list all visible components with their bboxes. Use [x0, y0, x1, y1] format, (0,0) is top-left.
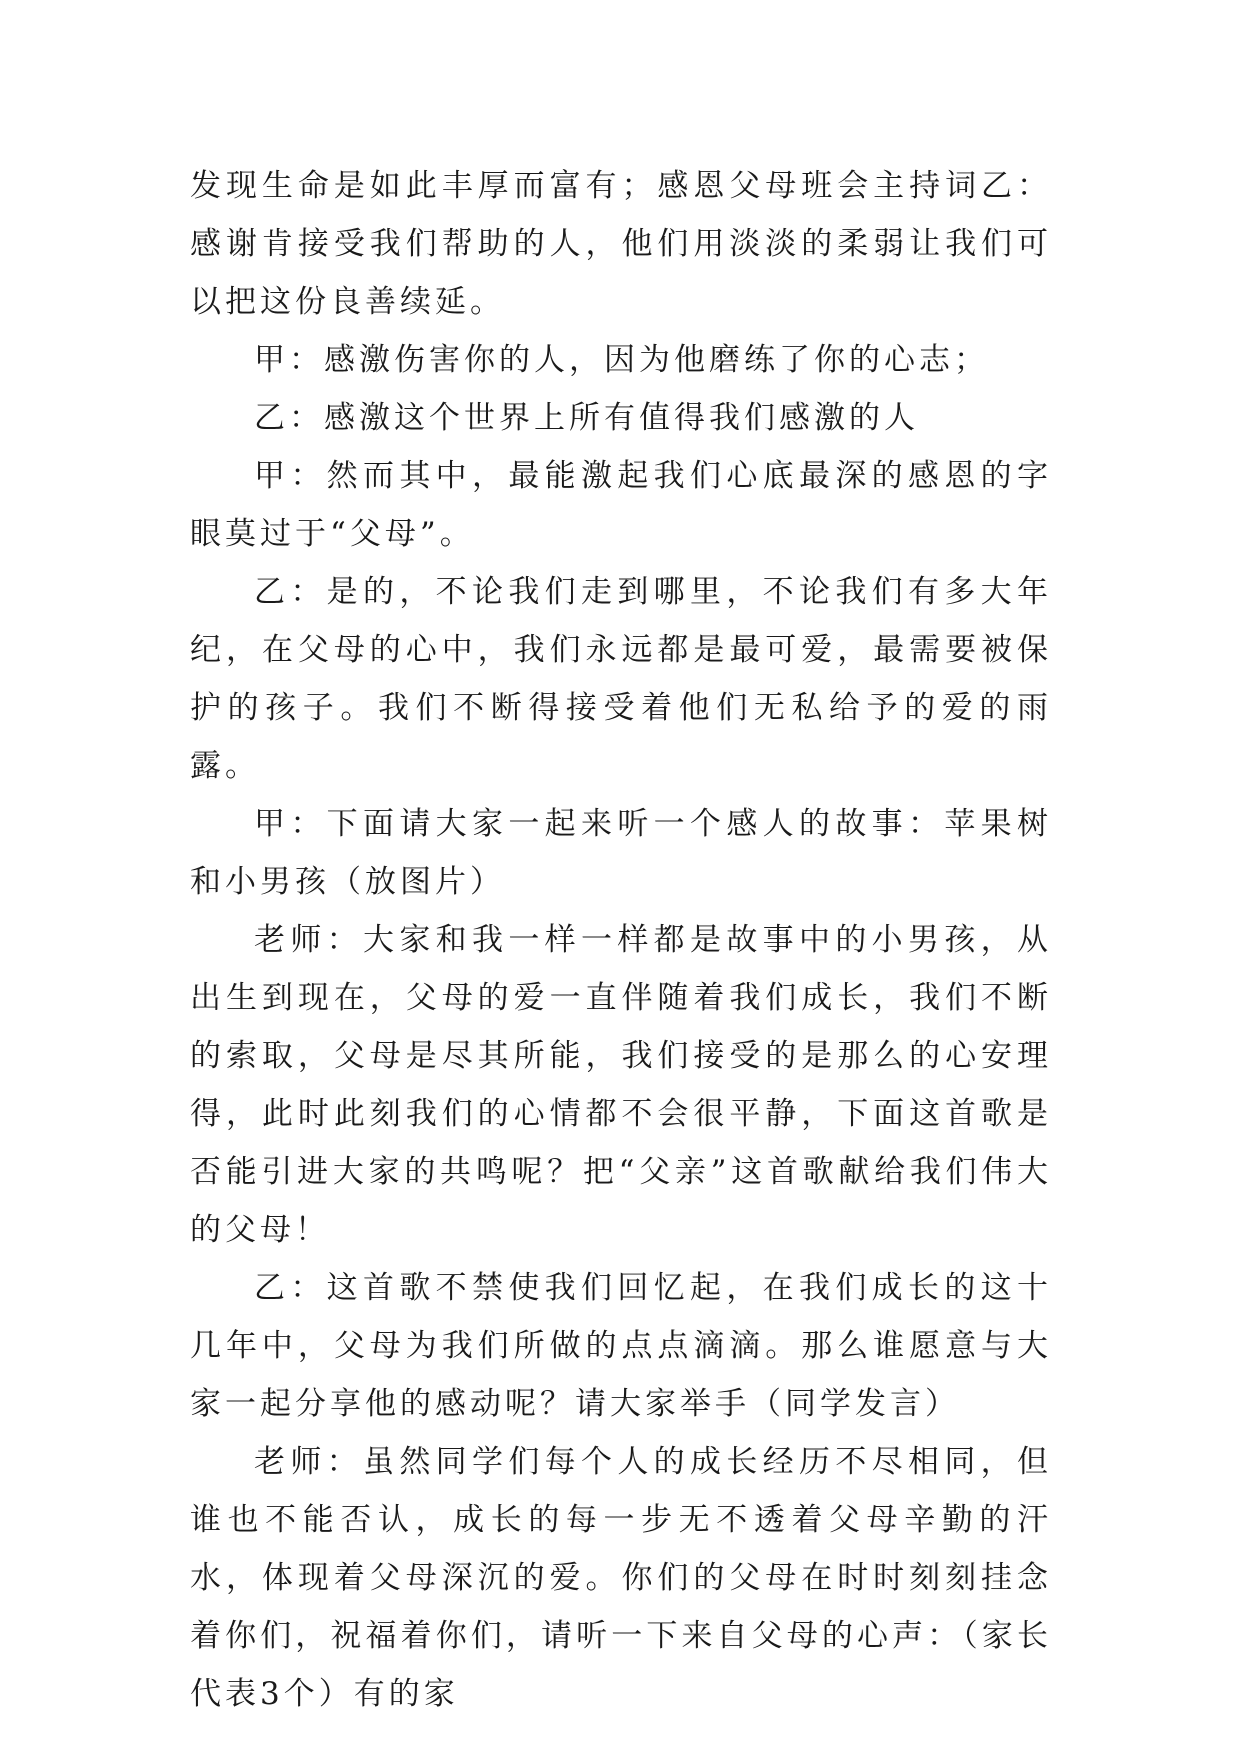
- paragraph-jia-line-2: 甲：然而其中，最能激起我们心底最深的感恩的字眼莫过于“父母”。: [190, 458, 1052, 552]
- paragraph-teacher-line-2: 老师：虽然同学们每个人的成长经历不尽相同，但谁也不能否认，成长的每一步无不透着父母辛勤的汗水，体现着父母深沉的爱。你们的父母在时时刻刻挂念着你们，祝福着你们，请听一下来自父母的心声：（家长代表3个）有的家: [190, 1444, 1052, 1712]
- paragraph-yi-line-2: 乙：是的，不论我们走到哪里，不论我们有多大年纪，在父母的心中，我们永远都是最可爱，最需要被保护的孩子。我们不断得接受着他们无私给予的爱的雨露。: [190, 574, 1052, 784]
- paragraph-yi-line-3: 乙：这首歌不禁使我们回忆起，在我们成长的这十几年中，父母为我们所做的点点滴滴。那么谁愿意与大家一起分享他的感动呢？请大家举手（同学发言）: [190, 1270, 1052, 1422]
- paragraph-yi-line-1: 乙：感激这个世界上所有值得我们感激的人: [254, 400, 919, 436]
- paragraph-jia-line-1: 甲：感激伤害你的人，因为他磨练了你的心志；: [254, 342, 989, 378]
- paragraph-jia-line-3: 甲：下面请大家一起来听一个感人的故事：苹果树和小男孩（放图片）: [190, 806, 1052, 900]
- paragraph-teacher-line-1: 老师：大家和我一样一样都是故事中的小男孩，从出生到现在，父母的爱一直伴随着我们成长，我们不断的索取，父母是尽其所能，我们接受的是那么的心安理得，此时此刻我们的心情都不会很平静，下面这首歌是否能引进大家的共鸣呢？把“父亲”这首歌献给我们伟大的父母！: [190, 922, 1052, 1248]
- document-body: [190, 157, 1052, 1723]
- paragraph-continuation: 发现生命是如此丰厚而富有；感恩父母班会主持词乙：感谢肯接受我们帮助的人，他们用淡淡的柔弱让我们可以把这份良善续延。: [190, 168, 1052, 320]
